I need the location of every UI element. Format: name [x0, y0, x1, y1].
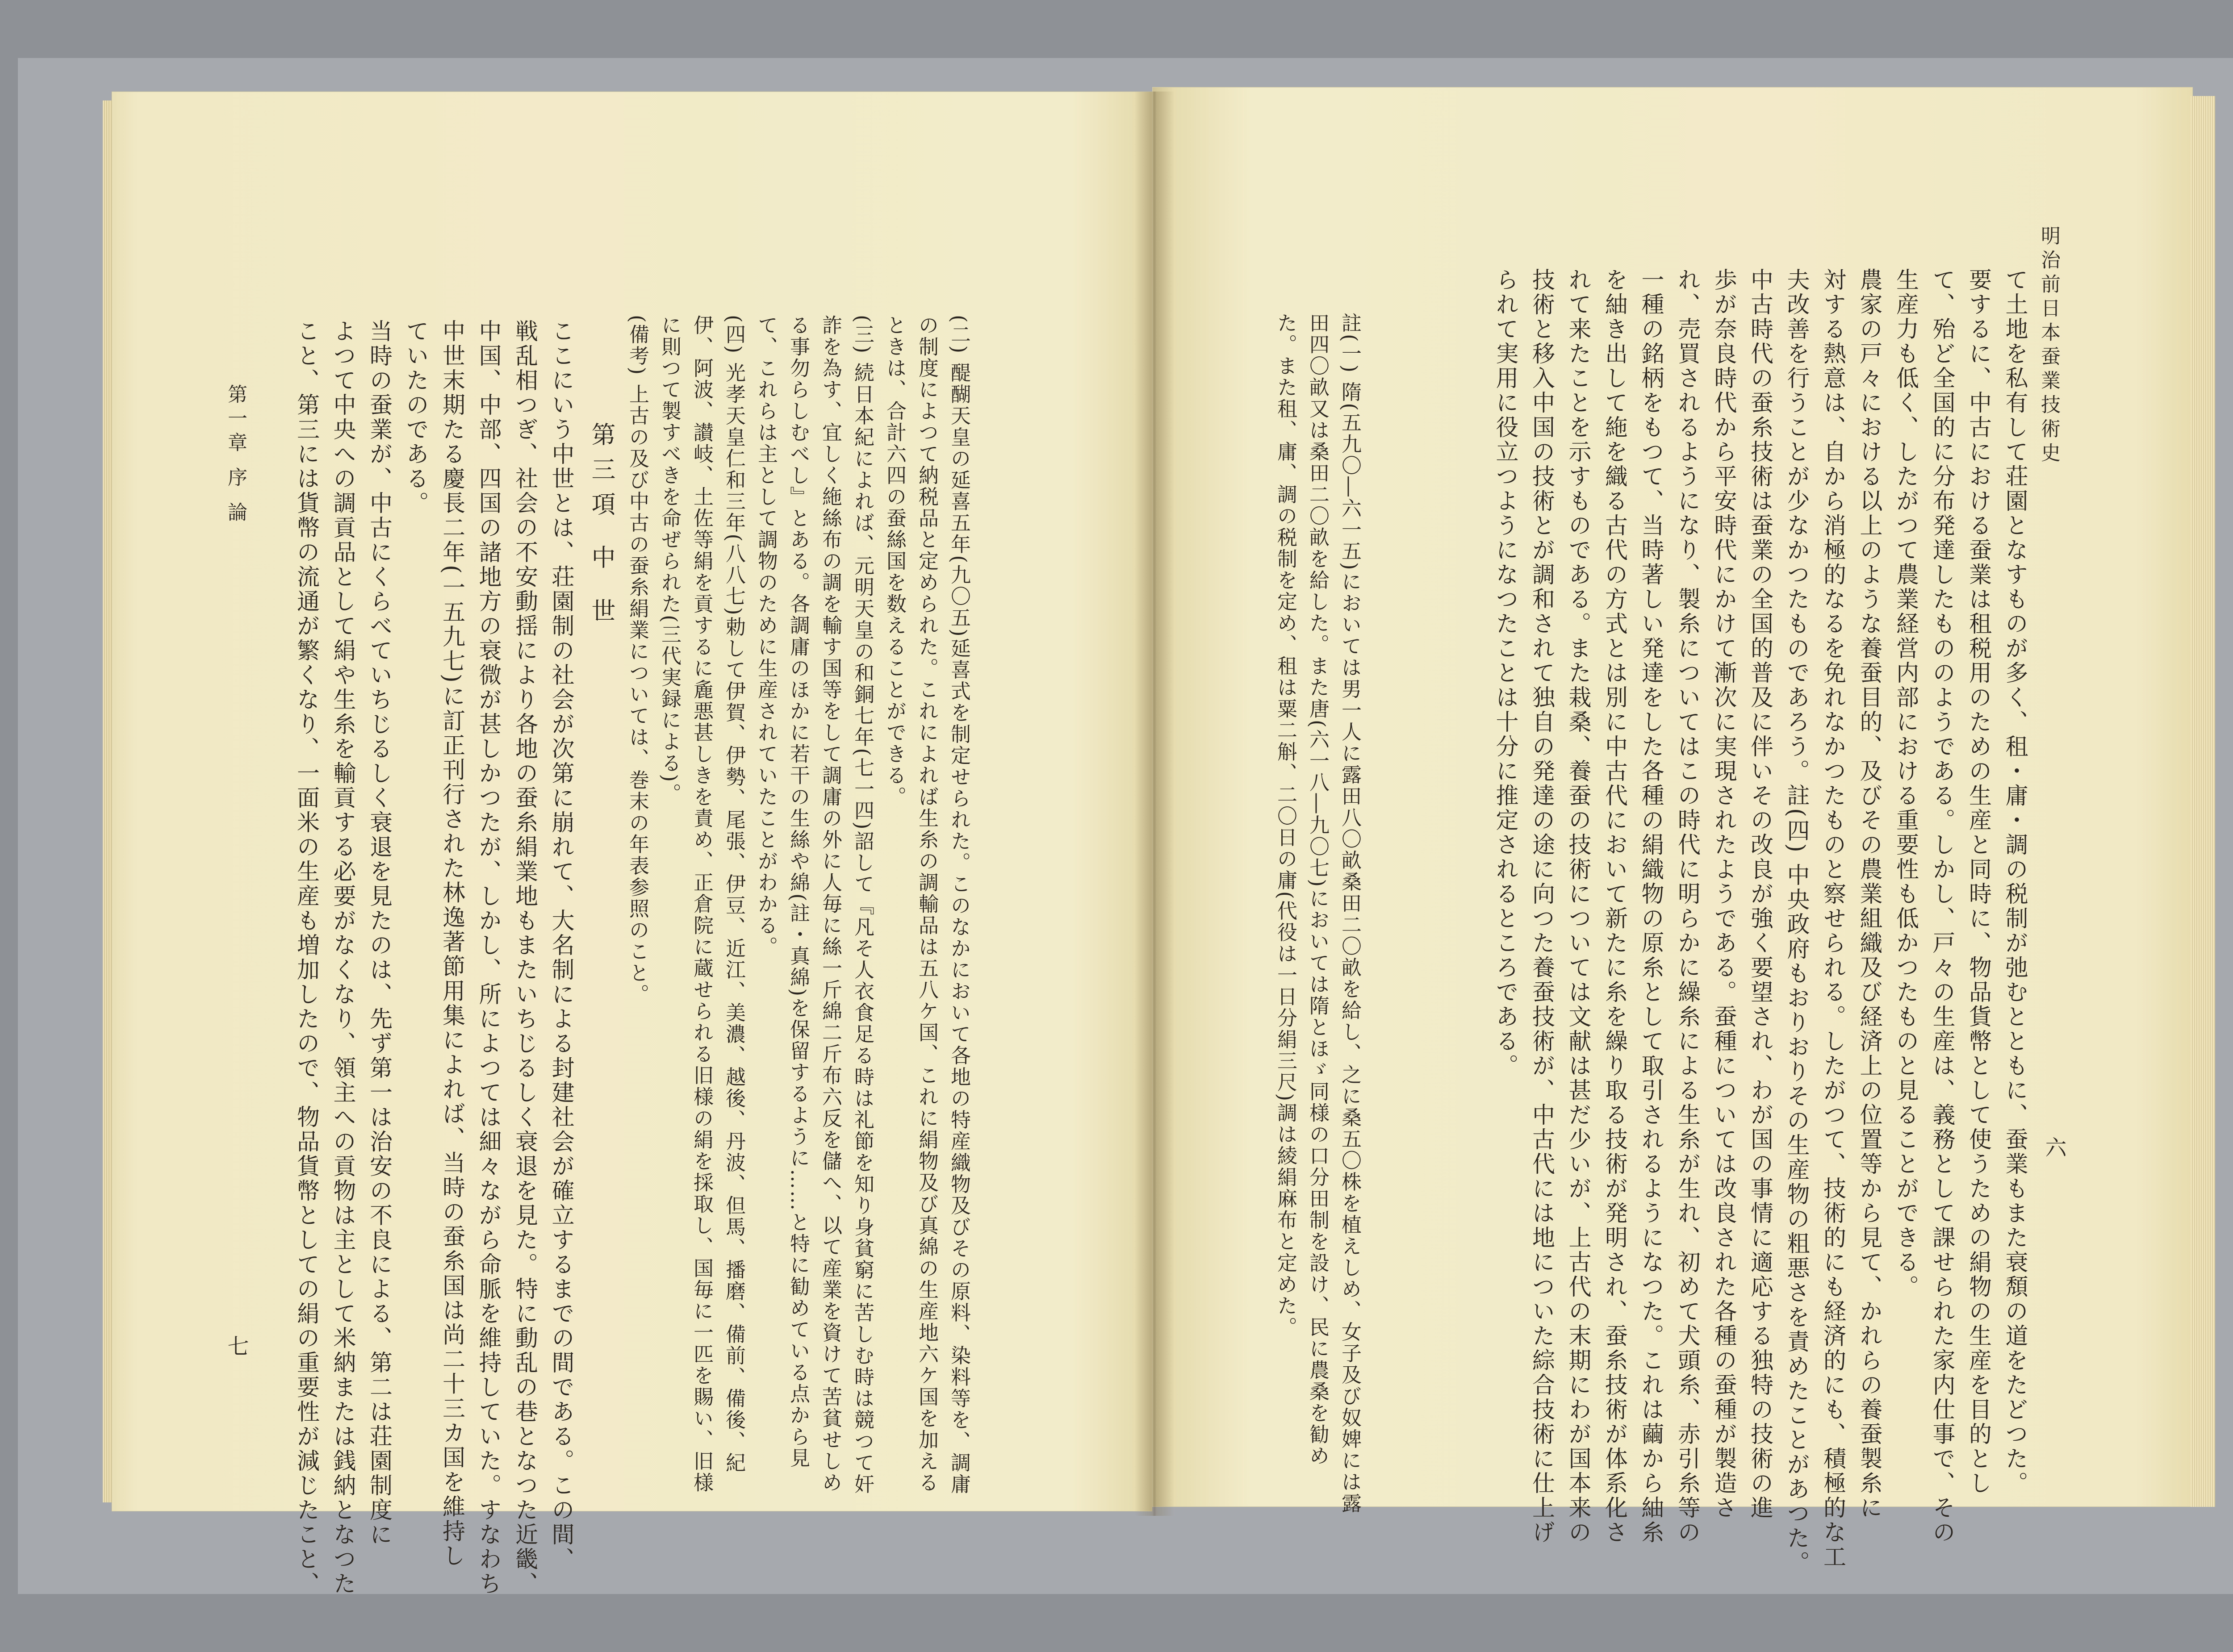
text-column: られて実用に役立つようになつたことは十分に推定されるところである。 [1492, 268, 1518, 1078]
note-column: (備考) 上古の及び中古の蚕糸絹業については、巻末の年表参照のこと。 [626, 315, 649, 1005]
text-column: 生産力も低く、したがつて農業経営内部における重要性も低かつたものと見ることができる。 [1892, 268, 1919, 1299]
text-column: 要するに、中古における蚕業は租税用のための生産と同時に、物品貨幣として使うための絹物の生産を目的とし [1965, 268, 1991, 1496]
note-column: 伊、阿波、讃岐、土佐等絹を貢するに麁悪甚しきを責め、正倉院に蔵せられる旧様の絹を採取し、国毎に一匹を賜い、旧様 [690, 315, 714, 1493]
text-column: 対する熱意は、自から消極的なるを免れなかつたものと察せられる。したがつて、技術的にも経済的にも、積極的な工 [1819, 268, 1846, 1569]
note-column: (四) 光孝天皇仁和三年(八八七)勅して伊賀、伊勢、尾張、伊豆、近江、美濃、越後、丹波、但馬、播磨、備前、備後、紀 [722, 315, 746, 1474]
text-column: 中国、中部、四国の諸地方の衰微が甚しかつたが、しかし、所によつては細々ながら命脈を維持していた。すなわち [475, 319, 501, 1596]
running-head: 明治前日本蚕業技術史 [2037, 225, 2060, 467]
note-column: た。また租、庸、調の税制を定め、租は粟二斛、二〇日の庸(代役は一日分絹三尺)調は綾絹麻布と定めた。 [1274, 313, 1297, 1339]
text-column: こと、第三には貨幣の流通が繁くなり、一面米の生産も増加したので、物品貨幣としての絹の重要性が減じたこと、 [293, 319, 319, 1596]
note-column: (三) 続日本紀によれば、元明天皇の和銅七年(七一四)詔して『凡そ人衣食足る時は礼節を知り身貧窮に苦しむ時は競つて奸 [851, 315, 874, 1495]
text-column: て、殆ど全国的に分布発達したもののようである。しかし、戸々の生産は、義務として課せられた家内仕事で、その [1928, 268, 1955, 1545]
text-column: 戦乱相つぎ、社会の不安動揺により各地の蚕糸絹業地もまたいちじるしく衰退を見た。特に動乱の巷となつた近畿、 [511, 319, 538, 1596]
text-column: 歩が奈良時代から平安時代にかけて漸次に実現されたようである。蚕種については改良された各種の蚕種が製造さ [1710, 268, 1736, 1520]
note-column: に則つて製すべきを命ぜられた(三代実録による)。 [658, 315, 682, 805]
text-column: 中古時代の蚕糸技術は蚕業の全国的普及に伴いその改良が強く要望され、わが国の事情に適応する独特の技術の進 [1746, 268, 1773, 1520]
text-column: 夫改善を行うことが少なかつたものであろう。註(四) 中央政府もおりおりその生産物の粗悪さを責めたことがあつた。 [1783, 268, 1809, 1576]
text-column: れ、売買されるようになり、製糸についてはこの時代に明らかに繰糸による生糸が生れ、初めて犬頭糸、赤引糸等の [1673, 268, 1700, 1545]
note-column: 田四〇畝又は桑田二〇畝を給した。また唐(六一八―九〇七)においては隋とほゞ同様の口分田制を設け、民に農桑を勧め [1306, 313, 1330, 1467]
text-column: 中世末期たる慶長二年(一五九七)に訂正刊行された林逸著節用集によれば、当時の蚕糸国は尚二十三カ国を維持し [438, 319, 465, 1569]
page-number: 六 [2041, 1136, 2066, 1158]
note-column: る事勿らしむべし』とある。各調庸のほかに若干の生絲や綿(註・真綿)を保留するように……と特に勧めている点から見 [786, 315, 810, 1469]
text-column: を紬き出して絁を織る古代の方式とは別に中古代において新たに糸を繰り取る技術が発明され、蚕糸技術が体系化さ [1601, 268, 1627, 1545]
text-column: て土地を私有して荘園となすものが多く、租・庸・調の税制が弛むとともに、蚕業もまた衰頽の道をたどつた。 [2001, 268, 2028, 1496]
note-column: 詐を為す、宜しく絁絲布の調を輸す国等をして調庸の外に人毎に絲一斤綿二斤布六反を儲へ、以て産業を資けて苦貧せしめ [819, 315, 842, 1493]
note-column: て、これらは主として調物のために生産されていたことがわかる。 [754, 315, 778, 958]
note-column: 註(一) 隋(五九〇―六一五)においては男一人に露田八〇畝桑田二〇畝を給し、之に桑五〇株を植えしめ、女子及び奴婢には露 [1338, 313, 1362, 1514]
running-head: 第一章 序 論 [224, 384, 247, 526]
note-column: (二) 醍醐天皇の延喜五年(九〇五)延喜式を制定せられた。このなかにおいて各地の特産織物及びその原料、染料等を、調庸 [947, 315, 971, 1495]
book-gutter [1134, 92, 1175, 1516]
text-column: よつて中央への調貢品として絹や生糸を輸貢する必要がなくなり、領主への貢物は主として米納または銭納となつた [329, 319, 355, 1596]
text-column: 農家の戸々における以上のような養蚕目的、及びその農業組織及び経済上の位置等から見て、かれらの養蚕製糸に [1856, 268, 1882, 1520]
fore-edge [2191, 96, 2215, 1507]
text-column: れて来たことを示すものである。また栽桑、養蚕の技術については文献は甚だ少いが、上古代の末期にわが国本来の [1564, 268, 1591, 1545]
text-column: 一種の銘柄をもつて、当時著しい発達をした各種の絹織物の原糸として取引されるようになつた。これは繭から紬糸 [1637, 268, 1664, 1545]
note-column: の制度によつて納税品と定められた。これによれば生糸の調輸品は五八ケ国、これに絹物及び真綿の生産地六ケ国を加える [915, 315, 939, 1493]
page-number: 七 [224, 1335, 249, 1356]
text-column: 技術と移入中国の技術とが調和されて独自の発達の途に向つた養蚕技術が、中古代には地についた綜合技術に仕上げ [1528, 268, 1555, 1545]
text-column: 当時の蚕業が、中古にくらべていちじるしく衰退を見たのは、先ず第一は治安の不良による、第二は荘園制度に [365, 319, 392, 1547]
note-column: ときは、合計六四の蚕絲国を数えることができる。 [883, 315, 907, 808]
text-column: ていたのである。 [402, 319, 428, 516]
text-column: ここにいう中世とは、荘園制の社会が次第に崩れて、大名制による封建社会が確立するまでの間である。この間、 [548, 319, 574, 1572]
section-heading: 第三項 中 世 [588, 422, 616, 633]
